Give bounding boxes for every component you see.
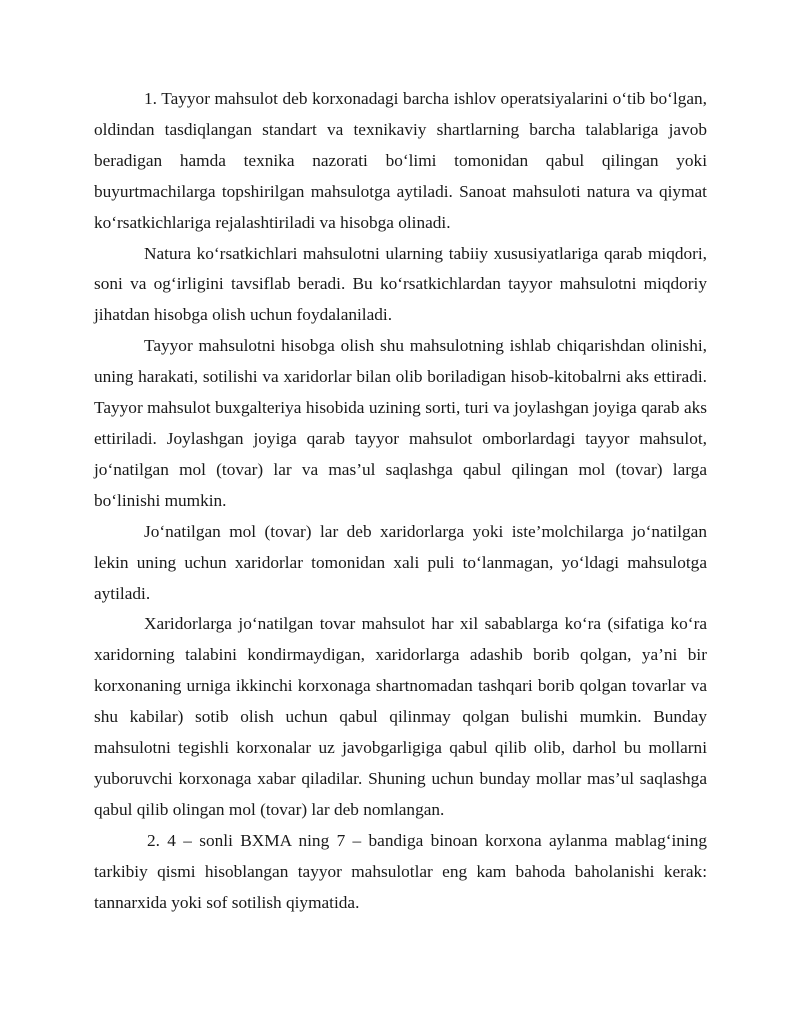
paragraph-finished-product-definition: 1. Tayyor mahsulot deb korxonadagi barcha ishlov operatsiyalarini o‘tib bo‘lgan, oldindan tasdiqlangan standart va texnikaviy shartlarning barcha talablariga javob beradigan hamda texnika nazorati bo‘limi tomonidan qabul qilingan yoki buyurtmachilarga topshirilgan mahsulotga aytiladi. Sanoat mahsuloti natura va qiymat ko‘rsatkichlariga rejalashtiriladi va hisobga olinadi. <box>94 89 707 232</box>
paragraph-shipped-goods: Jo‘natilgan mol (tovar) lar deb xaridorlarga yoki iste’molchilarga jo‘natilgan lekin uning uchun xaridorlar tomonidan xali puli to‘lanmagan, yo‘ldagi mahsulotga aytiladi. <box>94 521 707 603</box>
paragraph-bxma-valuation: 2. 4 – sonli BXMA ning 7 – bandiga binoan korxona aylanma mablag‘ining tarkibiy qismi hisoblangan tayyor mahsulotlar eng kam bahoda baholanishi kerak: tannarxida yoki sof sotilish qiymatida. <box>94 830 707 912</box>
paragraph-natural-indicators: Natura ko‘rsatkichlari mahsulotni ularning tabiiy xususiyatlariga qarab miqdori, soni va og‘irligini tavsiflab beradi. Bu ko‘rsatkichlardan tayyor mahsulotni miqdoriy jihatdan hisobga olish uchun foydalaniladi. <box>94 243 707 325</box>
document-page <box>94 84 707 918</box>
paragraph-accounting-finished-product: Tayyor mahsulotni hisobga olish shu mahsulotning ishlab chiqarishdan olinishi, uning harakati, sotilishi va xaridorlar bilan olib boriladigan hisob-kitobalrni aks ettiradi. Tayyor mahsulot buxgalteriya hisobida uzining sorti, turi va joylashgan joyiga qarab aks ettiriladi. Joylashgan joyiga qarab tayyor mahsulot omborlardagi tayyor mahsulot, jo‘natilgan mol (tovar) lar va mas’ul saqlashga qabul qilingan mol (tovar) larga bo‘linishi mumkin. <box>94 336 707 510</box>
paragraph-goods-in-custody: Xaridorlarga jo‘natilgan tovar mahsulot har xil sabablarga ko‘ra (sifatiga ko‘ra xaridorning talabini kondirmaydigan, xaridorlarga adashib borib qolgan, ya’ni bir korxonaning urniga ikkinchi korxonaga shartnomadan tashqari borib qolgan tovarlar va shu kabilar) sotib olish uchun qabul qilinmay qolgan bulishi mumkin. Bunday mahsulotni tegishli korxonalar uz javobgarligiga qabul qilib olib, darhol bu mollarni yuboruvchi korxonaga xabar qiladilar. Shuning uchun bunday mollar mas’ul saqlashga qabul qilib olingan mol (tovar) lar deb nomlangan. <box>94 614 707 819</box>
